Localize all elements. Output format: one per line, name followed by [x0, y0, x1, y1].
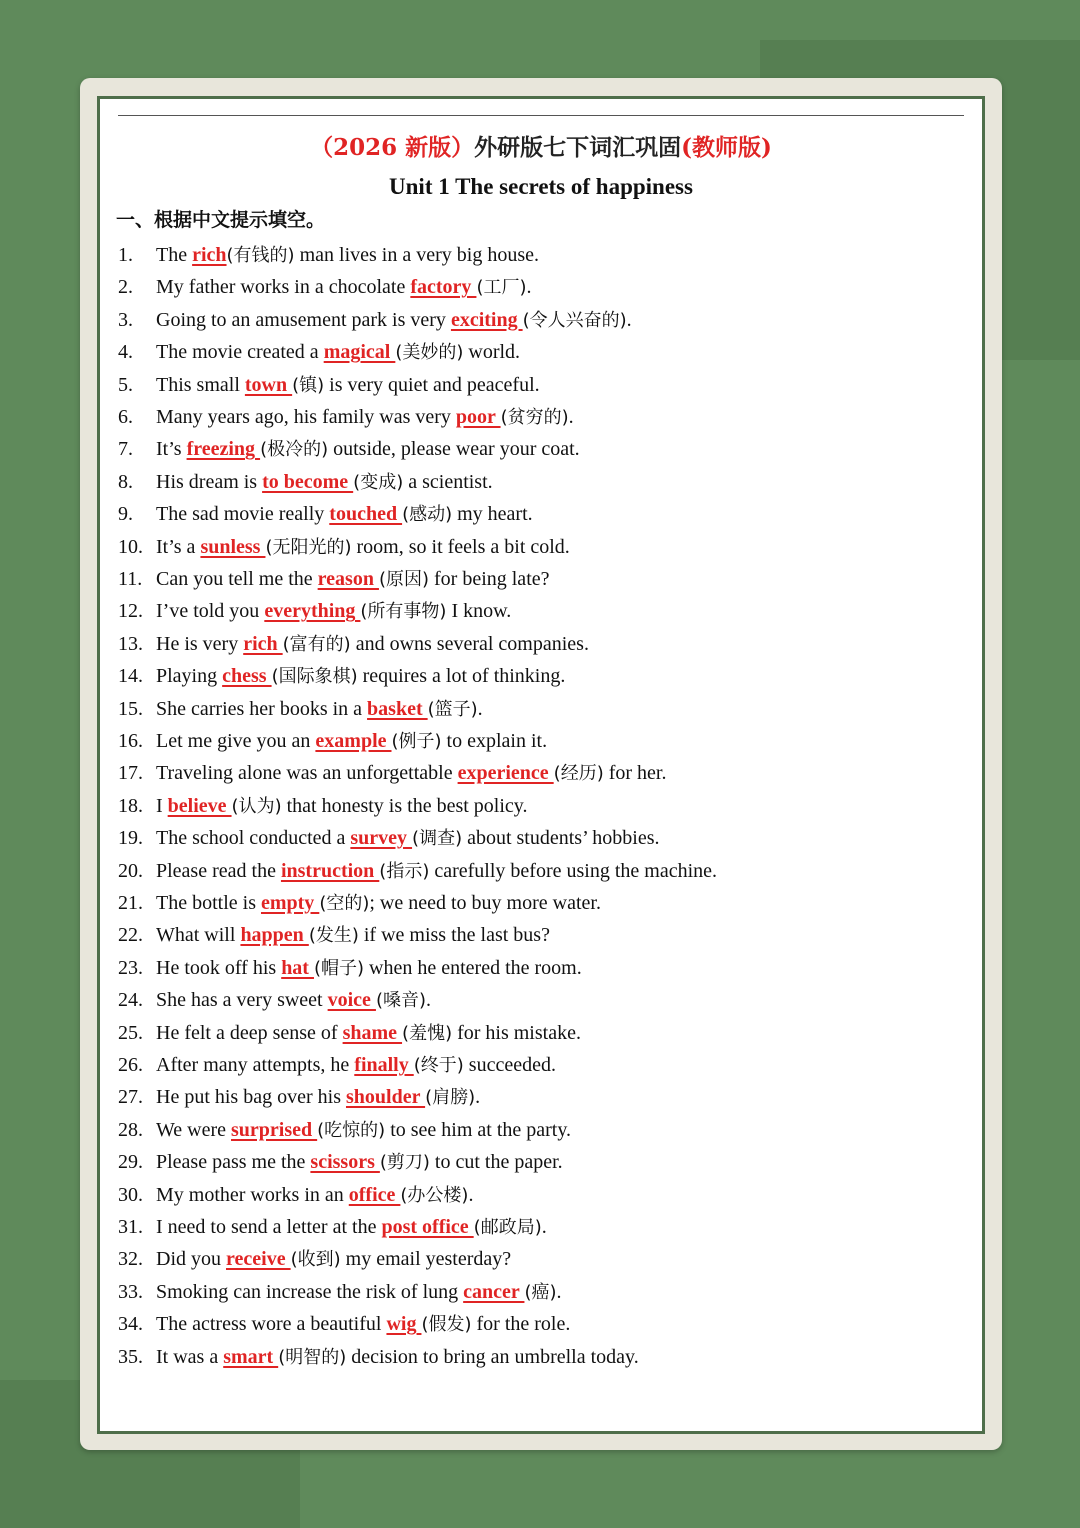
item-number: 4.: [118, 341, 133, 364]
exercise-item: [118, 1017, 581, 1049]
item-text-before: She carries her books in a: [156, 697, 368, 720]
item-answer: touched: [329, 503, 403, 526]
item-text-before: What will: [156, 924, 241, 947]
item-number: 14.: [118, 665, 143, 688]
exercise-item: [118, 1146, 563, 1178]
item-answer: receive: [226, 1248, 291, 1271]
item-chinese-hint: (镇): [292, 374, 325, 396]
exercise-item: [118, 628, 589, 660]
item-answer: rich: [192, 244, 227, 266]
item-number: 12.: [118, 600, 143, 623]
item-text-before: I: [156, 794, 168, 817]
item-text-before: Please read the: [156, 859, 281, 882]
exercise-item: [118, 336, 520, 368]
item-number: 11.: [118, 568, 143, 590]
item-chinese-hint: (变成): [353, 471, 404, 493]
item-answer: chess: [222, 665, 272, 688]
item-text-after: room, so it feels a bit cold.: [351, 535, 570, 558]
item-number: 16.: [118, 730, 143, 752]
exercise-item: [118, 401, 574, 433]
exercise-item: [118, 595, 511, 627]
item-text-after: if we miss the last bus?: [358, 924, 550, 947]
item-text-after: for his mistake.: [452, 1021, 581, 1044]
item-text-before: Traveling alone was an unforgettable: [156, 762, 458, 785]
item-number: 27.: [118, 1086, 143, 1109]
item-text-before: My mother works in an: [156, 1183, 349, 1206]
item-chinese-hint: (发生): [308, 925, 359, 947]
item-answer: finally: [354, 1054, 414, 1076]
exercise-item: [118, 693, 483, 725]
item-answer: to become: [262, 470, 354, 493]
exercise-item: [118, 1049, 556, 1081]
item-number: 8.: [118, 470, 133, 493]
item-text-before: Please pass me the: [156, 1151, 311, 1174]
item-chinese-hint: (收到): [290, 1249, 341, 1271]
item-number: 7.: [118, 438, 133, 461]
exercise-item: [118, 1276, 561, 1308]
item-chinese-hint: (感动): [402, 504, 453, 526]
item-number: 9.: [118, 503, 133, 526]
item-answer: reason: [317, 568, 379, 590]
item-text-before: Smoking can increase the risk of lung: [156, 1280, 464, 1303]
worksheet-paper: [97, 96, 985, 1434]
item-chinese-hint: (空的): [319, 893, 370, 914]
item-chinese-hint: (办公楼): [400, 1184, 469, 1206]
item-answer: sunless: [200, 535, 266, 558]
item-chinese-hint: (羞愧): [402, 1022, 453, 1044]
item-chinese-hint: (肩膀): [425, 1087, 476, 1109]
item-text-before: He took off his: [156, 956, 282, 979]
item-number: 23.: [118, 956, 143, 979]
exercise-item: [118, 433, 580, 465]
item-chinese-hint: (癌): [524, 1281, 557, 1303]
item-chinese-hint: (极冷的): [260, 439, 329, 461]
item-chinese-hint: (有钱的): [226, 245, 295, 266]
item-number: 28.: [118, 1118, 143, 1141]
item-number: 32.: [118, 1248, 143, 1271]
item-answer: survey: [350, 827, 413, 850]
item-text-before: My father works in a chocolate: [156, 276, 411, 299]
item-answer: shame: [342, 1021, 403, 1044]
section-heading: 一、根据中文提示填空。: [116, 209, 326, 231]
item-answer: surprised: [231, 1118, 318, 1141]
item-answer: magical: [323, 341, 396, 364]
item-chinese-hint: (经历): [553, 763, 604, 785]
item-answer: rich: [243, 632, 283, 655]
item-chinese-hint: (调查): [412, 828, 463, 850]
item-chinese-hint: (令人兴奋的): [522, 309, 627, 331]
item-text-before: Can you tell me the: [156, 568, 318, 590]
exercise-item: [118, 1211, 547, 1243]
item-answer: freezing: [186, 438, 261, 461]
item-answer: example: [315, 730, 392, 752]
item-number: 2.: [118, 276, 133, 299]
item-text-after: outside, please wear your coat.: [328, 438, 580, 461]
item-chinese-hint: (国际象棋): [271, 666, 358, 688]
item-answer: shoulder: [345, 1086, 426, 1109]
item-answer: post office: [381, 1216, 474, 1238]
exercise-item: [118, 1243, 511, 1275]
item-text-after: .: [526, 276, 532, 299]
item-answer: office: [348, 1183, 401, 1206]
item-text-after: .: [425, 989, 431, 1012]
item-text-after: for her.: [603, 762, 667, 785]
item-answer: hat: [281, 956, 314, 979]
item-number: 34.: [118, 1313, 143, 1336]
item-chinese-hint: (吃惊的): [317, 1119, 386, 1141]
item-chinese-hint: (剪刀): [379, 1152, 430, 1174]
item-text-after: a scientist.: [403, 470, 493, 493]
item-number: 20.: [118, 859, 143, 882]
item-answer: exciting: [450, 308, 523, 331]
item-text-after: .: [541, 1216, 547, 1238]
item-text-before: The movie created a: [156, 341, 324, 364]
item-number: 33.: [118, 1280, 143, 1303]
item-chinese-hint: (认为): [231, 795, 282, 817]
item-answer: instruction: [280, 859, 380, 882]
item-text-before: Did you: [156, 1248, 226, 1271]
exercise-item: [118, 822, 659, 854]
item-number: 29.: [118, 1151, 143, 1174]
item-chinese-hint: (例子): [391, 731, 442, 752]
item-text-before: She has a very sweet: [156, 989, 328, 1012]
page-title: [100, 129, 982, 162]
item-text-after: for being late?: [429, 568, 550, 590]
item-answer: believe: [167, 794, 232, 817]
exercise-item: [118, 531, 570, 563]
exercise-item: [118, 887, 601, 919]
item-number: 22.: [118, 924, 143, 947]
exercise-item: [118, 239, 539, 271]
item-chinese-hint: (明智的): [278, 1346, 347, 1368]
item-text-before: He felt a deep sense of: [156, 1021, 343, 1044]
item-text-before: It’s: [156, 438, 187, 461]
exercise-item: [118, 757, 666, 789]
exercise-item: [118, 790, 527, 822]
item-chinese-hint: (篮子): [427, 698, 478, 720]
item-text-before: The actress wore a beautiful: [156, 1313, 387, 1336]
item-chinese-hint: (原因): [378, 569, 429, 590]
item-text-after: .: [475, 1086, 481, 1109]
exercise-item: [118, 919, 550, 951]
item-text-after: and owns several companies.: [350, 632, 589, 655]
item-chinese-hint: (美妙的): [395, 342, 464, 364]
item-answer: smart: [223, 1345, 279, 1368]
item-number: 24.: [118, 989, 143, 1012]
exercise-item: [118, 498, 533, 530]
item-answer: everything: [264, 600, 361, 623]
item-text-after: to cut the paper.: [429, 1151, 563, 1174]
item-text-after: carefully before using the machine.: [429, 859, 717, 882]
item-text-after: about students’ hobbies.: [462, 827, 660, 850]
item-text-before: It was a: [156, 1345, 224, 1368]
item-text-before: Many years ago, his family was very: [156, 406, 456, 428]
item-chinese-hint: (贫穷的): [500, 407, 569, 428]
item-answer: basket: [367, 697, 428, 720]
item-text-after: ; we need to buy more water.: [369, 892, 601, 914]
item-chinese-hint: (终于): [413, 1055, 464, 1076]
item-number: 30.: [118, 1183, 143, 1206]
item-text-before: He put his bag over his: [156, 1086, 346, 1109]
top-rule: [118, 115, 964, 116]
exercise-item: [118, 1081, 480, 1113]
item-answer: empty: [260, 892, 320, 914]
item-text-before: We were: [156, 1118, 232, 1141]
item-answer: voice: [327, 989, 376, 1012]
item-chinese-hint: (所有事物): [360, 601, 447, 623]
item-text-before: His dream is: [156, 470, 263, 493]
exercise-item: [118, 563, 550, 595]
item-text-after: decision to bring an umbrella today.: [346, 1345, 639, 1368]
item-number: 13.: [118, 632, 143, 655]
exercise-item: [118, 1308, 570, 1340]
item-text-after: that honesty is the best policy.: [281, 794, 528, 817]
item-text-after: when he entered the room.: [364, 956, 582, 979]
item-number: 35.: [118, 1345, 143, 1368]
exercise-item: [118, 660, 565, 692]
item-answer: town: [244, 373, 293, 396]
item-chinese-hint: (假发): [421, 1314, 472, 1336]
unit-title: Unit 1 The secrets of happiness: [389, 174, 693, 199]
item-answer: factory: [410, 276, 477, 299]
item-answer: scissors: [310, 1151, 380, 1174]
title-main: 外研版七下词汇巩固: [474, 134, 682, 161]
item-text-after: my email yesterday?: [340, 1248, 512, 1271]
item-text-before: The sad movie really: [156, 503, 330, 526]
exercise-item: [118, 952, 582, 984]
item-number: 17.: [118, 762, 143, 785]
exercise-item: [118, 271, 531, 303]
item-text-before: Playing: [156, 665, 223, 688]
exercise-item: [118, 984, 431, 1016]
item-text-after: .: [556, 1280, 562, 1303]
item-text-before: The school conducted a: [156, 827, 351, 850]
item-number: 31.: [118, 1216, 143, 1238]
item-text-before: After many attempts, he: [156, 1054, 355, 1076]
item-number: 21.: [118, 892, 143, 914]
item-text-after: .: [626, 308, 632, 331]
item-number: 25.: [118, 1021, 143, 1044]
exercise-item: [118, 1179, 473, 1211]
item-number: 26.: [118, 1054, 143, 1076]
item-number: 1.: [118, 244, 133, 266]
item-text-before: I’ve told you: [156, 600, 265, 623]
title-edition: （2026 新版）: [310, 134, 475, 161]
item-answer: wig: [386, 1313, 422, 1336]
item-text-after: .: [477, 697, 483, 720]
exercise-item: [118, 855, 717, 887]
item-text-after: is very quiet and peaceful.: [324, 373, 540, 396]
exercise-item: [118, 1341, 639, 1373]
item-answer: poor: [455, 406, 501, 428]
item-number: 10.: [118, 535, 143, 558]
item-text-before: Let me give you an: [156, 730, 316, 752]
item-text-before: This small: [156, 373, 245, 396]
item-text-before: The bottle is: [156, 892, 261, 914]
item-text-after: to see him at the party.: [385, 1118, 572, 1141]
item-text-before: The: [156, 244, 193, 266]
item-number: 6.: [118, 406, 133, 428]
item-chinese-hint: (指示): [379, 860, 430, 882]
item-text-after: requires a lot of thinking.: [357, 665, 566, 688]
exercise-item: [118, 304, 632, 336]
item-number: 18.: [118, 794, 143, 817]
item-text-after: .: [468, 1183, 474, 1206]
exercise-item: [118, 725, 547, 757]
item-text-after: my heart.: [452, 503, 533, 526]
item-chinese-hint: (帽子): [313, 957, 365, 979]
item-answer: happen: [240, 924, 309, 947]
item-text-after: .: [568, 406, 574, 428]
item-chinese-hint: (嗓音): [375, 990, 426, 1012]
exercise-item: [118, 466, 493, 498]
item-text-after: man lives in a very big house.: [294, 244, 539, 266]
item-chinese-hint: (富有的): [282, 633, 351, 655]
item-text-before: Going to an amusement park is very: [156, 308, 451, 331]
item-text-after: I know.: [446, 600, 512, 623]
item-chinese-hint: (邮政局): [473, 1217, 542, 1238]
item-chinese-hint: (无阳光的): [265, 536, 352, 558]
item-number: 15.: [118, 697, 143, 720]
item-text-after: for the role.: [471, 1313, 571, 1336]
item-chinese-hint: (工厂): [476, 277, 527, 299]
item-answer: experience: [457, 762, 554, 785]
item-number: 5.: [118, 373, 133, 396]
item-number: 3.: [118, 308, 133, 331]
item-text-after: world.: [463, 341, 521, 364]
item-text-after: to explain it.: [441, 730, 548, 752]
title-version: (教师版): [681, 134, 772, 161]
item-text-before: I need to send a letter at the: [156, 1216, 382, 1238]
exercise-item: [118, 1114, 571, 1146]
exercise-item: [118, 369, 540, 401]
item-text-before: It’s a: [156, 535, 201, 558]
item-text-before: He is very: [156, 632, 244, 655]
item-answer: cancer: [463, 1280, 525, 1303]
item-text-after: succeeded.: [463, 1054, 556, 1076]
item-number: 19.: [118, 827, 143, 850]
